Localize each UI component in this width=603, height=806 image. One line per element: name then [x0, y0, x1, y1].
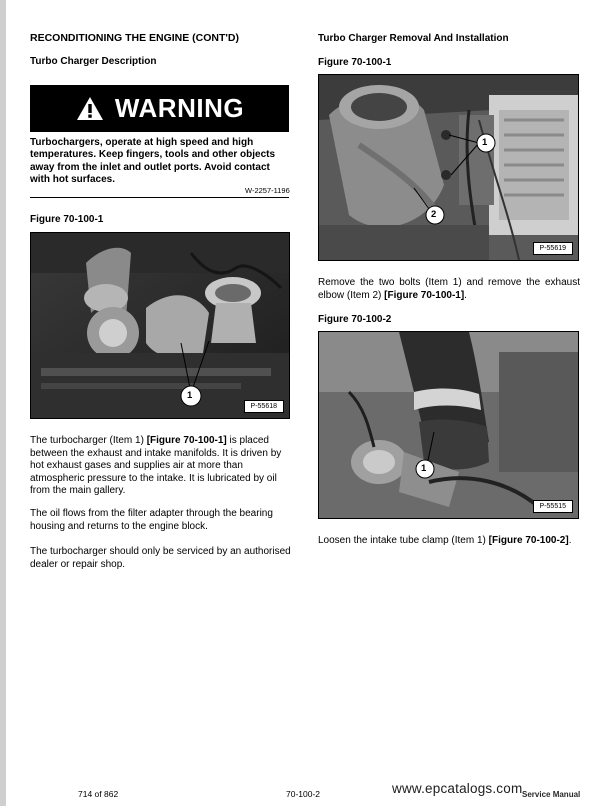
turbocharger-photo: [30, 232, 290, 419]
right-subtitle: Turbo Charger Removal And Installation: [318, 33, 509, 44]
intake-clamp-photo: [318, 331, 579, 519]
watermark: www.epcatalogs.com: [392, 781, 523, 796]
callout-1: 1: [421, 463, 427, 474]
manual-footer-text: Service Manual: [522, 790, 581, 799]
figure-reference: [Figure 70-100-1]: [384, 289, 465, 301]
left-figure-title: Figure 70-100-1: [30, 214, 104, 225]
figure-reference: [Figure 70-100-1]: [146, 435, 227, 446]
callout-1: 1: [482, 137, 488, 148]
page-number: 70-100-2: [286, 789, 321, 799]
warning-banner: [30, 85, 289, 132]
paragraph-loosen-clamp: Loosen the intake tube clamp (Item 1) [Figure 70-100-2].: [318, 535, 572, 546]
section-title: RECONDITIONING THE ENGINE (CONT'D): [30, 32, 239, 44]
page-counter: 714 of 862: [78, 789, 119, 799]
warning-code: W-2257-1196: [245, 186, 290, 195]
warning-triangle-icon: [75, 95, 105, 122]
photo-id: P-55515: [533, 500, 573, 513]
right-figure-2-title: Figure 70-100-2: [318, 314, 392, 325]
callout-2: 2: [431, 209, 437, 220]
page-edge: [0, 0, 6, 806]
warning-rule: [30, 197, 289, 198]
photo-id: P-55619: [533, 242, 573, 255]
warning-word: WARNING: [114, 93, 245, 123]
warning-text: Turbochargers, operate at high speed and high temperatures. Keep fingers, tools and other objects away from the inlet and outlet ports. Avoid contact with hot surfaces.: [30, 137, 276, 186]
left-subtitle: Turbo Charger Description: [30, 56, 157, 67]
exhaust-elbow-photo: [318, 74, 579, 261]
paragraph-remove-bolts: Remove the two bolts (Item 1) and remove the exhaust elbow (Item 2) [Figure 70-100-1].: [318, 277, 580, 301]
photo-id: P-55618: [244, 400, 284, 413]
right-figure-1-title: Figure 70-100-1: [318, 57, 392, 68]
paragraph-oil-flow: The oil flows from the filter adapter through the bearing housing and returns to the engine block.: [30, 508, 273, 532]
callout-1: 1: [187, 390, 193, 401]
figure-reference: [Figure 70-100-2]: [488, 535, 569, 546]
paragraph-turbo-description: The turbocharger (Item 1) [Figure 70-100-1] is placed between the exhaust and intake manifolds. It is driven by hot exhaust gases and supplies air at more than atmospheric pressure to the intake. It is lubricated by oil from the main gallery.: [30, 435, 282, 497]
paragraph-service-note: The turbocharger should only be serviced by an authorised dealer or repair shop.: [30, 546, 291, 570]
